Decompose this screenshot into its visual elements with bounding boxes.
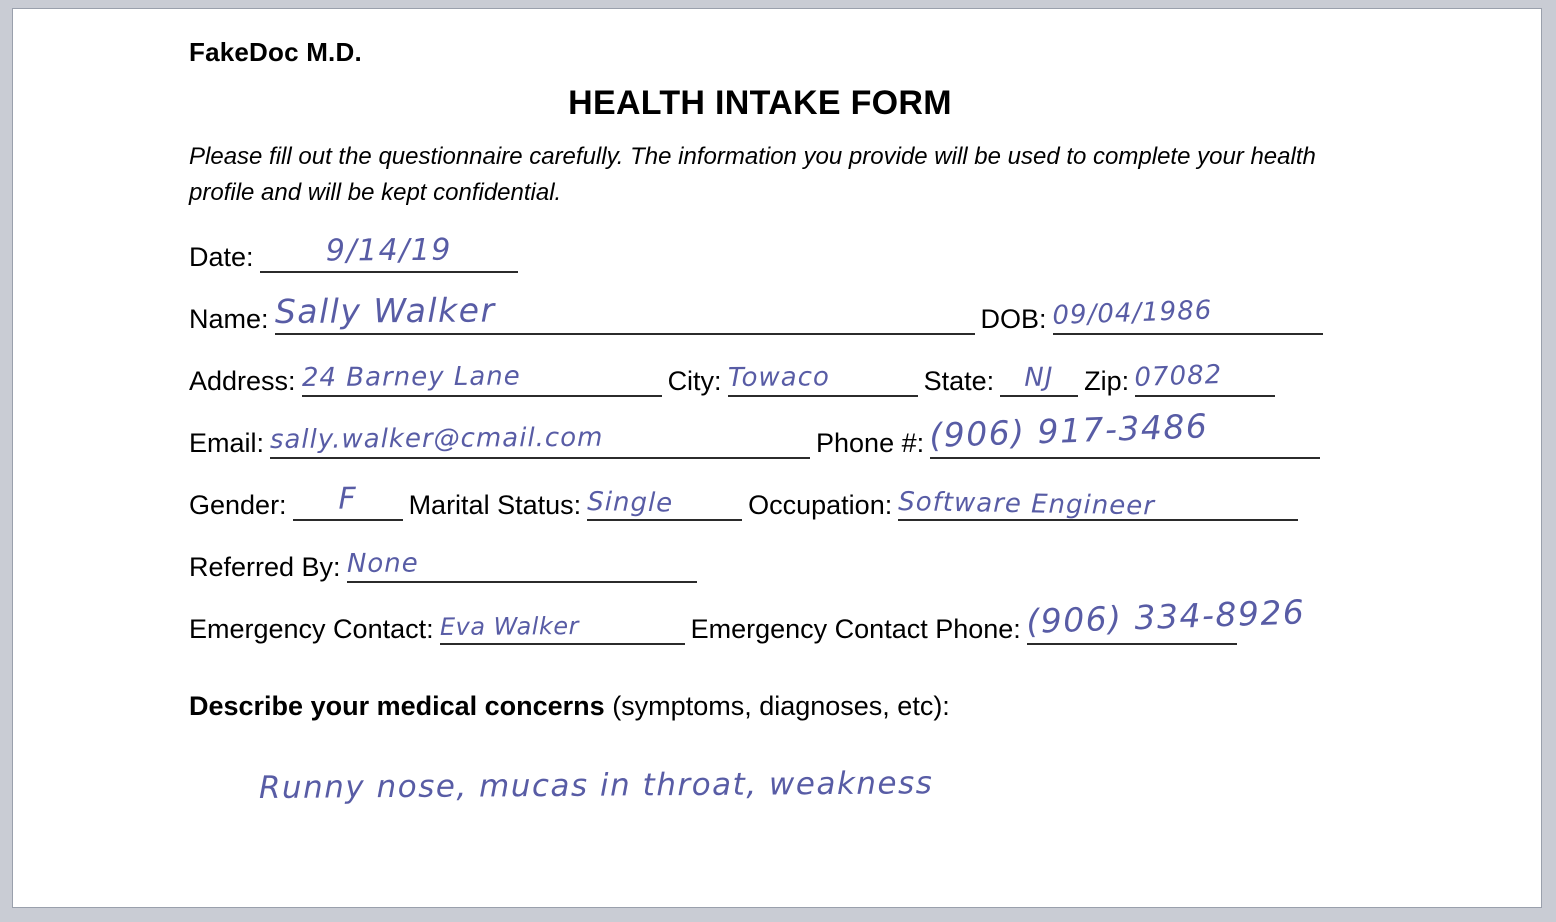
form-page: [12, 8, 1542, 908]
email-value: sally.walker@cmail.com: [269, 422, 604, 455]
address-value: 24 Barney Lane: [301, 361, 521, 393]
name-row: [189, 290, 1511, 335]
medical-concerns-heading-bold: Describe your medical concerns: [189, 691, 605, 721]
emergency-contact-label: Emergency Contact:: [189, 614, 434, 644]
email-input[interactable]: [270, 423, 810, 459]
medical-concerns-heading-rest: (symptoms, diagnoses, etc):: [604, 691, 950, 721]
date-input[interactable]: [260, 232, 518, 273]
marital-status-input[interactable]: [587, 485, 742, 521]
gender-value: F: [337, 481, 357, 517]
dob-label: DOB:: [980, 304, 1047, 334]
state-value: NJ: [1024, 362, 1054, 393]
city-label: City:: [667, 366, 722, 396]
name-input[interactable]: [274, 290, 975, 335]
marital-status-label: Marital Status:: [408, 490, 582, 520]
page-title: HEALTH INTAKE FORM: [568, 84, 952, 122]
emergency-contact-row: [189, 592, 1511, 645]
form-content: [189, 37, 1511, 806]
emergency-contact-input[interactable]: [440, 609, 685, 645]
occupation-value: Software Engineer: [898, 487, 1156, 522]
doctor-name: FakeDoc M.D.: [189, 37, 362, 67]
email-row: [189, 406, 1511, 459]
occupation-label: Occupation:: [748, 490, 893, 520]
medical-concerns-heading: [189, 691, 1511, 722]
referred-by-label: Referred By:: [189, 552, 341, 582]
emergency-contact-value: Eva Walker: [439, 612, 579, 641]
gender-label: Gender:: [189, 490, 287, 520]
phone-label: Phone #:: [816, 428, 925, 458]
medical-concerns-value: Runny nose, mucas in throat, weakness: [258, 765, 934, 806]
marital-status-value: Single: [587, 487, 674, 519]
zip-value: 07082: [1134, 359, 1223, 393]
gender-input[interactable]: [293, 481, 403, 521]
zip-label: Zip:: [1084, 366, 1130, 396]
dob-value: 09/04/1986: [1051, 295, 1213, 331]
date-label: Date:: [189, 242, 254, 272]
referred-by-value: None: [346, 548, 419, 579]
emergency-contact-phone-value: (906) 334-8926: [1025, 592, 1306, 641]
state-input[interactable]: [1000, 361, 1078, 397]
date-row: [189, 232, 1511, 273]
name-value: Sally Walker: [274, 290, 496, 331]
form-instructions: Please fill out the questionnaire carefully. The information you provide will be used to complete your health profile and will be kept confidential.: [189, 143, 1316, 206]
address-input[interactable]: [302, 361, 662, 397]
city-input[interactable]: [728, 361, 918, 397]
medical-concerns-input[interactable]: [189, 740, 1511, 806]
gender-row: [189, 481, 1511, 522]
address-row: [189, 361, 1511, 397]
email-label: Email:: [189, 428, 265, 458]
phone-input[interactable]: [928, 406, 1320, 459]
emergency-contact-phone-label: Emergency Contact Phone:: [690, 614, 1021, 644]
phone-value: (906) 917-3486: [928, 406, 1210, 455]
emergency-contact-phone-input[interactable]: [1025, 592, 1306, 645]
referred-by-input[interactable]: [347, 547, 697, 583]
occupation-input[interactable]: [898, 485, 1298, 521]
address-label: Address:: [189, 366, 296, 396]
date-value: 9/14/19: [325, 232, 452, 269]
zip-input[interactable]: [1135, 361, 1275, 397]
referred-by-row: [189, 547, 1511, 583]
dob-input[interactable]: [1051, 295, 1323, 335]
city-value: Towaco: [727, 362, 830, 393]
name-label: Name:: [189, 304, 269, 334]
state-label: State:: [923, 366, 995, 396]
